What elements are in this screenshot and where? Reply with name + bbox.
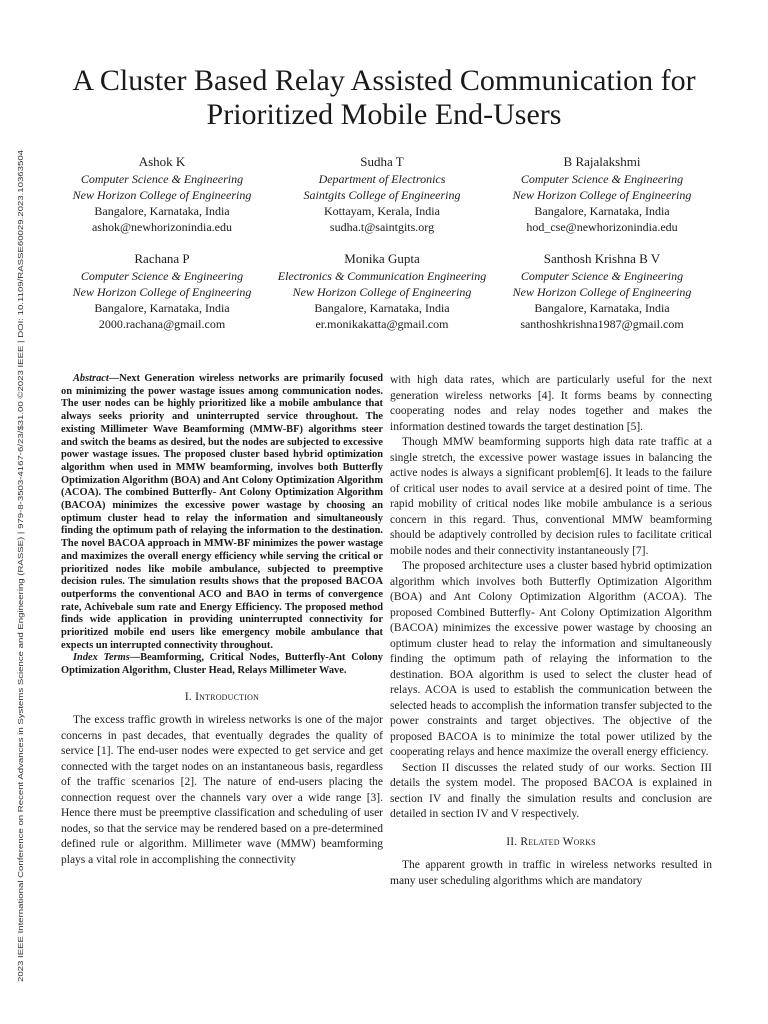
intro-paragraph-4: Section II discusses the related study of our works. Section III details the system model. The proposed BACOA is explained in section IV and finally the simulation results and conclusion are detailed in section IV and V respectively. (390, 761, 712, 820)
author-name: B Rajalakshmi (563, 154, 641, 169)
author-name: Rachana P (134, 251, 190, 266)
section-number: I. (184, 690, 192, 703)
author-dept: Computer Science & Engineering (520, 269, 684, 283)
author-dept: Electronics & Communication Engineering (277, 269, 487, 283)
related-paragraph-1: The apparent growth in traffic in wireless networks resulted in many user scheduling algorithms which are mandatory (390, 859, 712, 887)
abstract (61, 373, 383, 678)
author-block (272, 154, 492, 235)
abstract-label: Abstract (73, 373, 109, 384)
section-title: Introduction (195, 690, 260, 703)
author-college: New Horizon College of Engineering (512, 188, 692, 202)
author-block (492, 154, 712, 235)
author-block (272, 251, 492, 332)
section-number: II. (506, 835, 518, 848)
author-email: santhoshkrishna1987@gmail.com (520, 317, 684, 331)
author-dept: Computer Science & Engineering (80, 269, 244, 283)
author-college: New Horizon College of Engineering (72, 188, 252, 202)
author-name: Santhosh Krishna B V (543, 251, 661, 266)
index-terms-text: —Beamforming, Critical Nodes, Butterfly-Ant Colony Optimization Algorithm, Cluster Head, Relays Millimeter Wave. (61, 652, 383, 677)
section-title: Related Works (520, 835, 596, 848)
abstract-text: —Next Generation wireless networks are primarily focused on minimizing the power wastage issues among communication nodes. The user nodes can be highly prioritized like a mobile ambulance that always seeks priority and uninterrupted service throughout. The existing Millimeter Wave Beamforming (MMW-BF) algorithms steer and switch the beams as desired, but the nodes are subjected to excessive power wastage issues. The proposed cluster based hybrid optimization algorithm when used in MMW beamforming, involves both Butterfly Optimization Algorithm (BOA) and Ant Colony Optimization Algorithm (ACOA). The combined Butterfly- Ant Colony Optimization Algorithm (BACOA) minimizes the excessive power wastage by choosing an optimum cluster head to relay the information and simultaneously finding the optimum path of relaying the information to the destination. The novel BACOA approach in MMW-BF minimizes the power wastage and maximizes the overall energy efficiency while serving the critical or prioritized nodes like mobile ambulance, subjected to preemptive decision rules. The simulation results shows that the proposed BACOA outperforms the conventional ACO and BAO in terms of convergence rate, Achivebale sum rate and Energy Efficiency. The proposed method finds wide application in providing uninterrupted connectivity for prioritized mobile end users like emergency mobile ambulance that expects un interrupted connectivity throughout. (61, 373, 383, 651)
author-email: hod_cse@newhorizonindia.edu (526, 220, 678, 234)
author-name: Monika Gupta (344, 251, 420, 266)
author-location: Bangalore, Karnataka, India (534, 204, 670, 218)
author-location: Bangalore, Karnataka, India (534, 301, 670, 315)
author-dept: Computer Science & Engineering (520, 172, 684, 186)
author-location: Kottayam, Kerala, India (324, 204, 440, 218)
author-block (52, 251, 272, 332)
section-heading-related-works (390, 835, 712, 851)
intro-paragraph-2: Though MMW beamforming supports high data rate traffic at a single stretch, the excessive power wastage issues in balancing the active nodes is always a significant problem[6]. It leads to the failure of critical user nodes to avail service at a desired point of time. The rapid mobility of critical nodes like mobile ambulance is a serious concern in this regard. Thus, conventional MMW beamforming should be adaptively controlled by decision rules to facilitate critical mobile nodes and their connectivity instantaneously [7]. (390, 436, 712, 557)
author-email: ashok@newhorizonindia.edu (91, 220, 232, 234)
intro-paragraph-3: The proposed architecture uses a cluster based hybrid optimization algorithm which involves both Butterfly Optimization Algorithm (BOA) and Ant Colony Optimization Algorithm (ACOA). The proposed Combined Butterfly- Ant Colony Optimization Algorithm (BACOA) minimizes the excessive power wastage by choosing an optimum cluster head to relay the information and simultaneously finding the optimum path of relaying the information to the destination. BOA algorithm is used to select the cluster head of relays. ACOA is used to establish the communication between the selected heads to accomplish the information transfer subjected to the power constraints and target objectives. The objective of the proposed BACOA is to minimize the total power utilized by the cooperating relays and hence maximize the overall energy efficiency. (390, 560, 712, 758)
author-college: New Horizon College of Engineering (292, 285, 472, 299)
author-location: Bangalore, Karnataka, India (94, 301, 230, 315)
right-column (390, 373, 712, 889)
author-block (52, 154, 272, 235)
author-email: sudha.t@saintgits.org (329, 220, 435, 234)
author-email: er.monikakatta@gmail.com (315, 317, 449, 331)
sidebar-citation-text: 2023 IEEE International Conference on Recent Advances in Systems Science and Engineering (RASSE) | 979-8-3503-4167-6/23/$31.00 ©2023 IEEE | DOI: 10.1109/RASSE60029.2023.10363504 (16, 341, 25, 982)
author-row-2 (52, 251, 712, 332)
paper-title-line-1: A Cluster Based Relay Assisted Communication for (72, 64, 696, 97)
author-row-1 (52, 154, 712, 235)
index-terms-label: Index Terms (73, 652, 130, 664)
author-email: 2000.rachana@gmail.com (98, 317, 226, 331)
paper-title-line-2: Prioritized Mobile End-Users (206, 98, 562, 131)
intro-paragraph-1: The excess traffic growth in wireless networks is one of the major concerns in past decades, that eventually degrades the quality of service [1]. The end-user nodes were expected to get service and get connected with the target nodes on an instantaneous basis, regardless of the traffic scenarios [2]. The nature of end-users placing the connection request over the channels vary over a wide range [3]. Hence there must be preemptive classification and scheduling of user nodes, so that the service may be rendered based on a pre-determined defined rule or algorithm. Millimeter wave (MMW) beamforming plays a vital role in accomplishing the connectivity (61, 714, 383, 866)
author-college: New Horizon College of Engineering (72, 285, 252, 299)
author-dept: Department of Electronics (318, 172, 446, 186)
sidebar-citation (2, 0, 42, 1024)
intro-paragraph-1-continued: with high data rates, which are particularly useful for the next generation wireless networks [4]. It forms beams by connecting cooperating nodes and relay nodes together and makes the information destined towards the target destination [5]. (390, 374, 712, 433)
index-terms-paragraph (61, 652, 383, 677)
paper-title (50, 64, 718, 132)
sidebar-citation-svg (2, 0, 42, 1024)
abstract-paragraph (61, 373, 383, 652)
author-name: Ashok K (138, 154, 186, 169)
section-heading-introduction (61, 690, 383, 706)
author-location: Bangalore, Karnataka, India (94, 204, 230, 218)
author-location: Bangalore, Karnataka, India (314, 301, 450, 315)
left-column (61, 373, 383, 868)
author-block (492, 251, 712, 332)
author-college: New Horizon College of Engineering (512, 285, 692, 299)
author-name: Sudha T (360, 154, 404, 169)
author-dept: Computer Science & Engineering (80, 172, 244, 186)
author-college: Saintgits College of Engineering (303, 188, 461, 202)
